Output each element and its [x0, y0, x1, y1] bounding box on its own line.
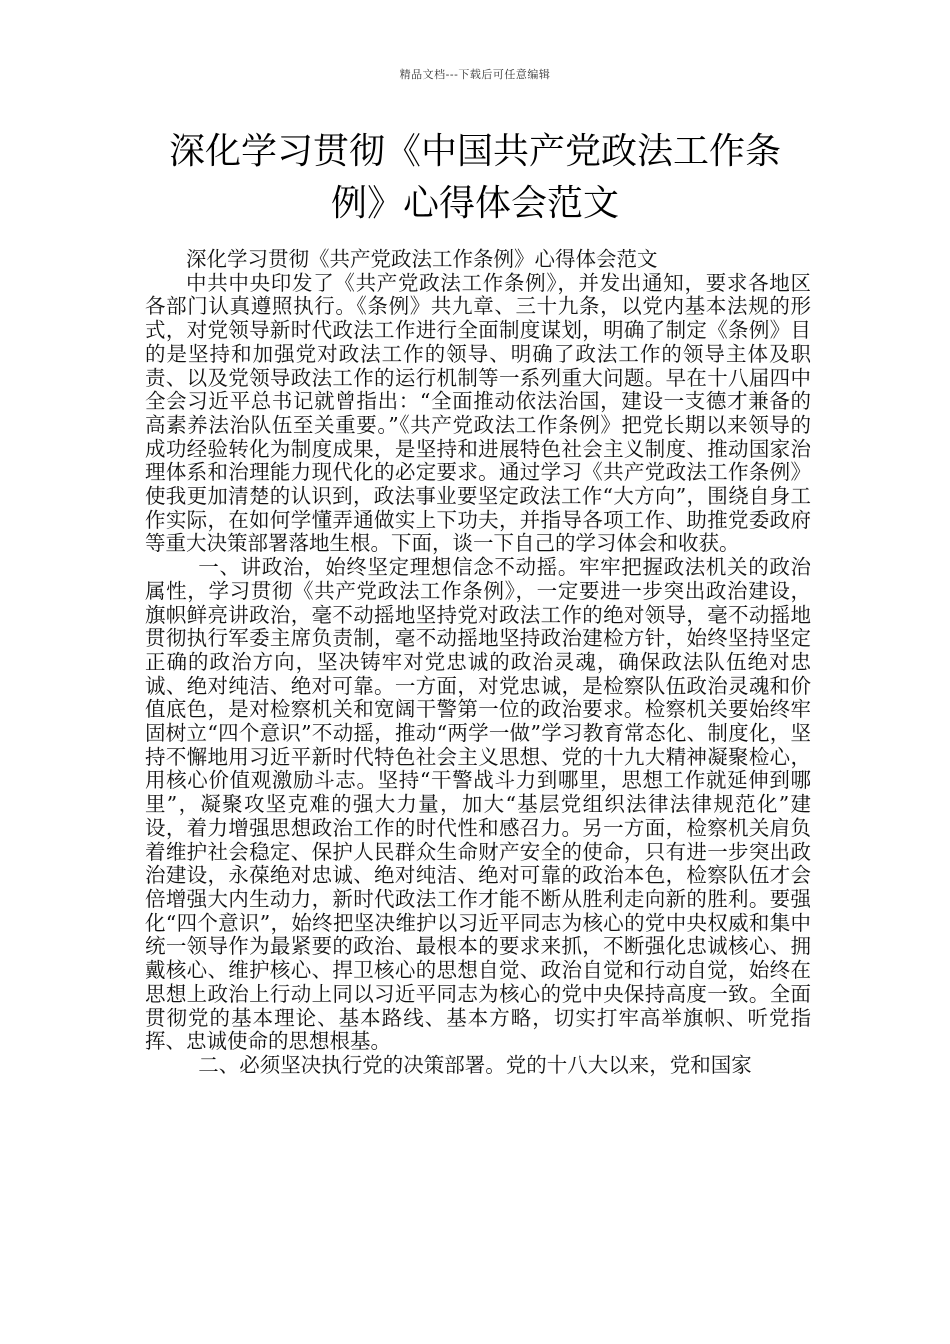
- document-title-line-1: 深化学习贯彻《中国共产党政法工作条: [168, 131, 781, 172]
- section-one-paragraph: 一、讲政治，始终坚定理想信念不动摇。牢牢把握政法机关的政治属性，学习贯彻《共产党政法工作条例》，一定要进一步突出政治建设，旗帜鲜亮讲政治，毫不动摇地坚持党对政法工作的绝对领导，毫不动摇地贯彻执行军委主席负责制，毫不动摇地坚持政治建检方针，始终坚持坚定正确的政治方向，坚决铸牢对党忠诚的政治灵魂，确保政法队伍绝对忠诚、绝对纯洁、绝对可靠。一方面，对党忠诚，是检察队伍政治灵魂和价值底色，是对检察机关和宽阔干警第一位的政治要求。检察机关要始终牢固树立“四个意识”不动摇，推动“两学一做”学习教育常态化、制度化，坚持不懈地用习近平新时代特色社会主义思想、党的十九大精神凝聚检心，用核心价值观激励斗志。坚持“干警战斗力到哪里，思想工作就延伸到哪里”，凝聚攻坚克难的强大力量，加大“基层党组织法律法律规范化”建设，着力增强思想政治工作的时代性和感召力。另一方面，检察机关肩负着维护社会稳定、保护人民群众生命财产安全的使命，只有进一步突出政治建设，永葆绝对忠诚、绝对纯洁、绝对可靠的政治本色，检察队伍才会倍增强大内生动力，新时代政法工作才能不断从胜利走向新的胜利。要强化“四个意识”，始终把坚决维护以习近平同志为核心的党中央权威和集中统一领导作为最紧要的政治、最根本的要求来抓，不断强化忠诚核心、拥戴核心、维护核心、捍卫核心的思想自觉、政治自觉和行动自觉，始终在思想上政治上行动上同以习近平同志为核心的党中央保持高度一致。全面贯彻党的基本理论、基本路线、基本方略，切实打牢高举旗帜、听党指挥、忠诚使命的思想根基。: [145, 555, 811, 1054]
- document-header-note: 精品文档---下载后可任意编辑: [399, 68, 551, 81]
- subtitle-paragraph: 深化学习贯彻《共产党政法工作条例》心得体会范文: [186, 247, 658, 271]
- document-body: [145, 248, 811, 1078]
- document-title: [140, 126, 810, 230]
- intro-paragraph: 中共中央印发了《共产党政法工作条例》，并发出通知，要求各地区各部门认真遵照执行。《条例》共九章、三十九条，以党内基本法规的形式，对党领导新时代政法工作进行全面制度谋划，明确了制定《条例》目的是坚持和加强党对政法工作的领导、明确了政法工作的领导主体及职责、以及党领导政法工作的运行机制等一系列重大问题。早在十八届四中全会习近平总书记就曾指出：“全面推动依法治国，建设一支德才兼备的高素养法治队伍至关重要。”《共产党政法工作条例》把党长期以来领导的成功经验转化为制度成果，是坚持和进展特色社会主义制度、推动国家治理体系和治理能力现代化的必定要求。通过学习《共产党政法工作条例》使我更加清楚的认识到，政法事业要坚定政法工作“大方向”，围绕自身工作实际，在如何学懂弄通做实上下功夫，并指导各项工作、助推党委政府等重大决策部署落地生根。下面，谈一下自己的学习体会和收获。: [145, 270, 811, 556]
- document-title-line-2: 例》心得体会范文: [330, 183, 619, 224]
- section-two-paragraph: 二、必须坚决执行党的决策部署。党的十八大以来，党和国家: [198, 1052, 752, 1077]
